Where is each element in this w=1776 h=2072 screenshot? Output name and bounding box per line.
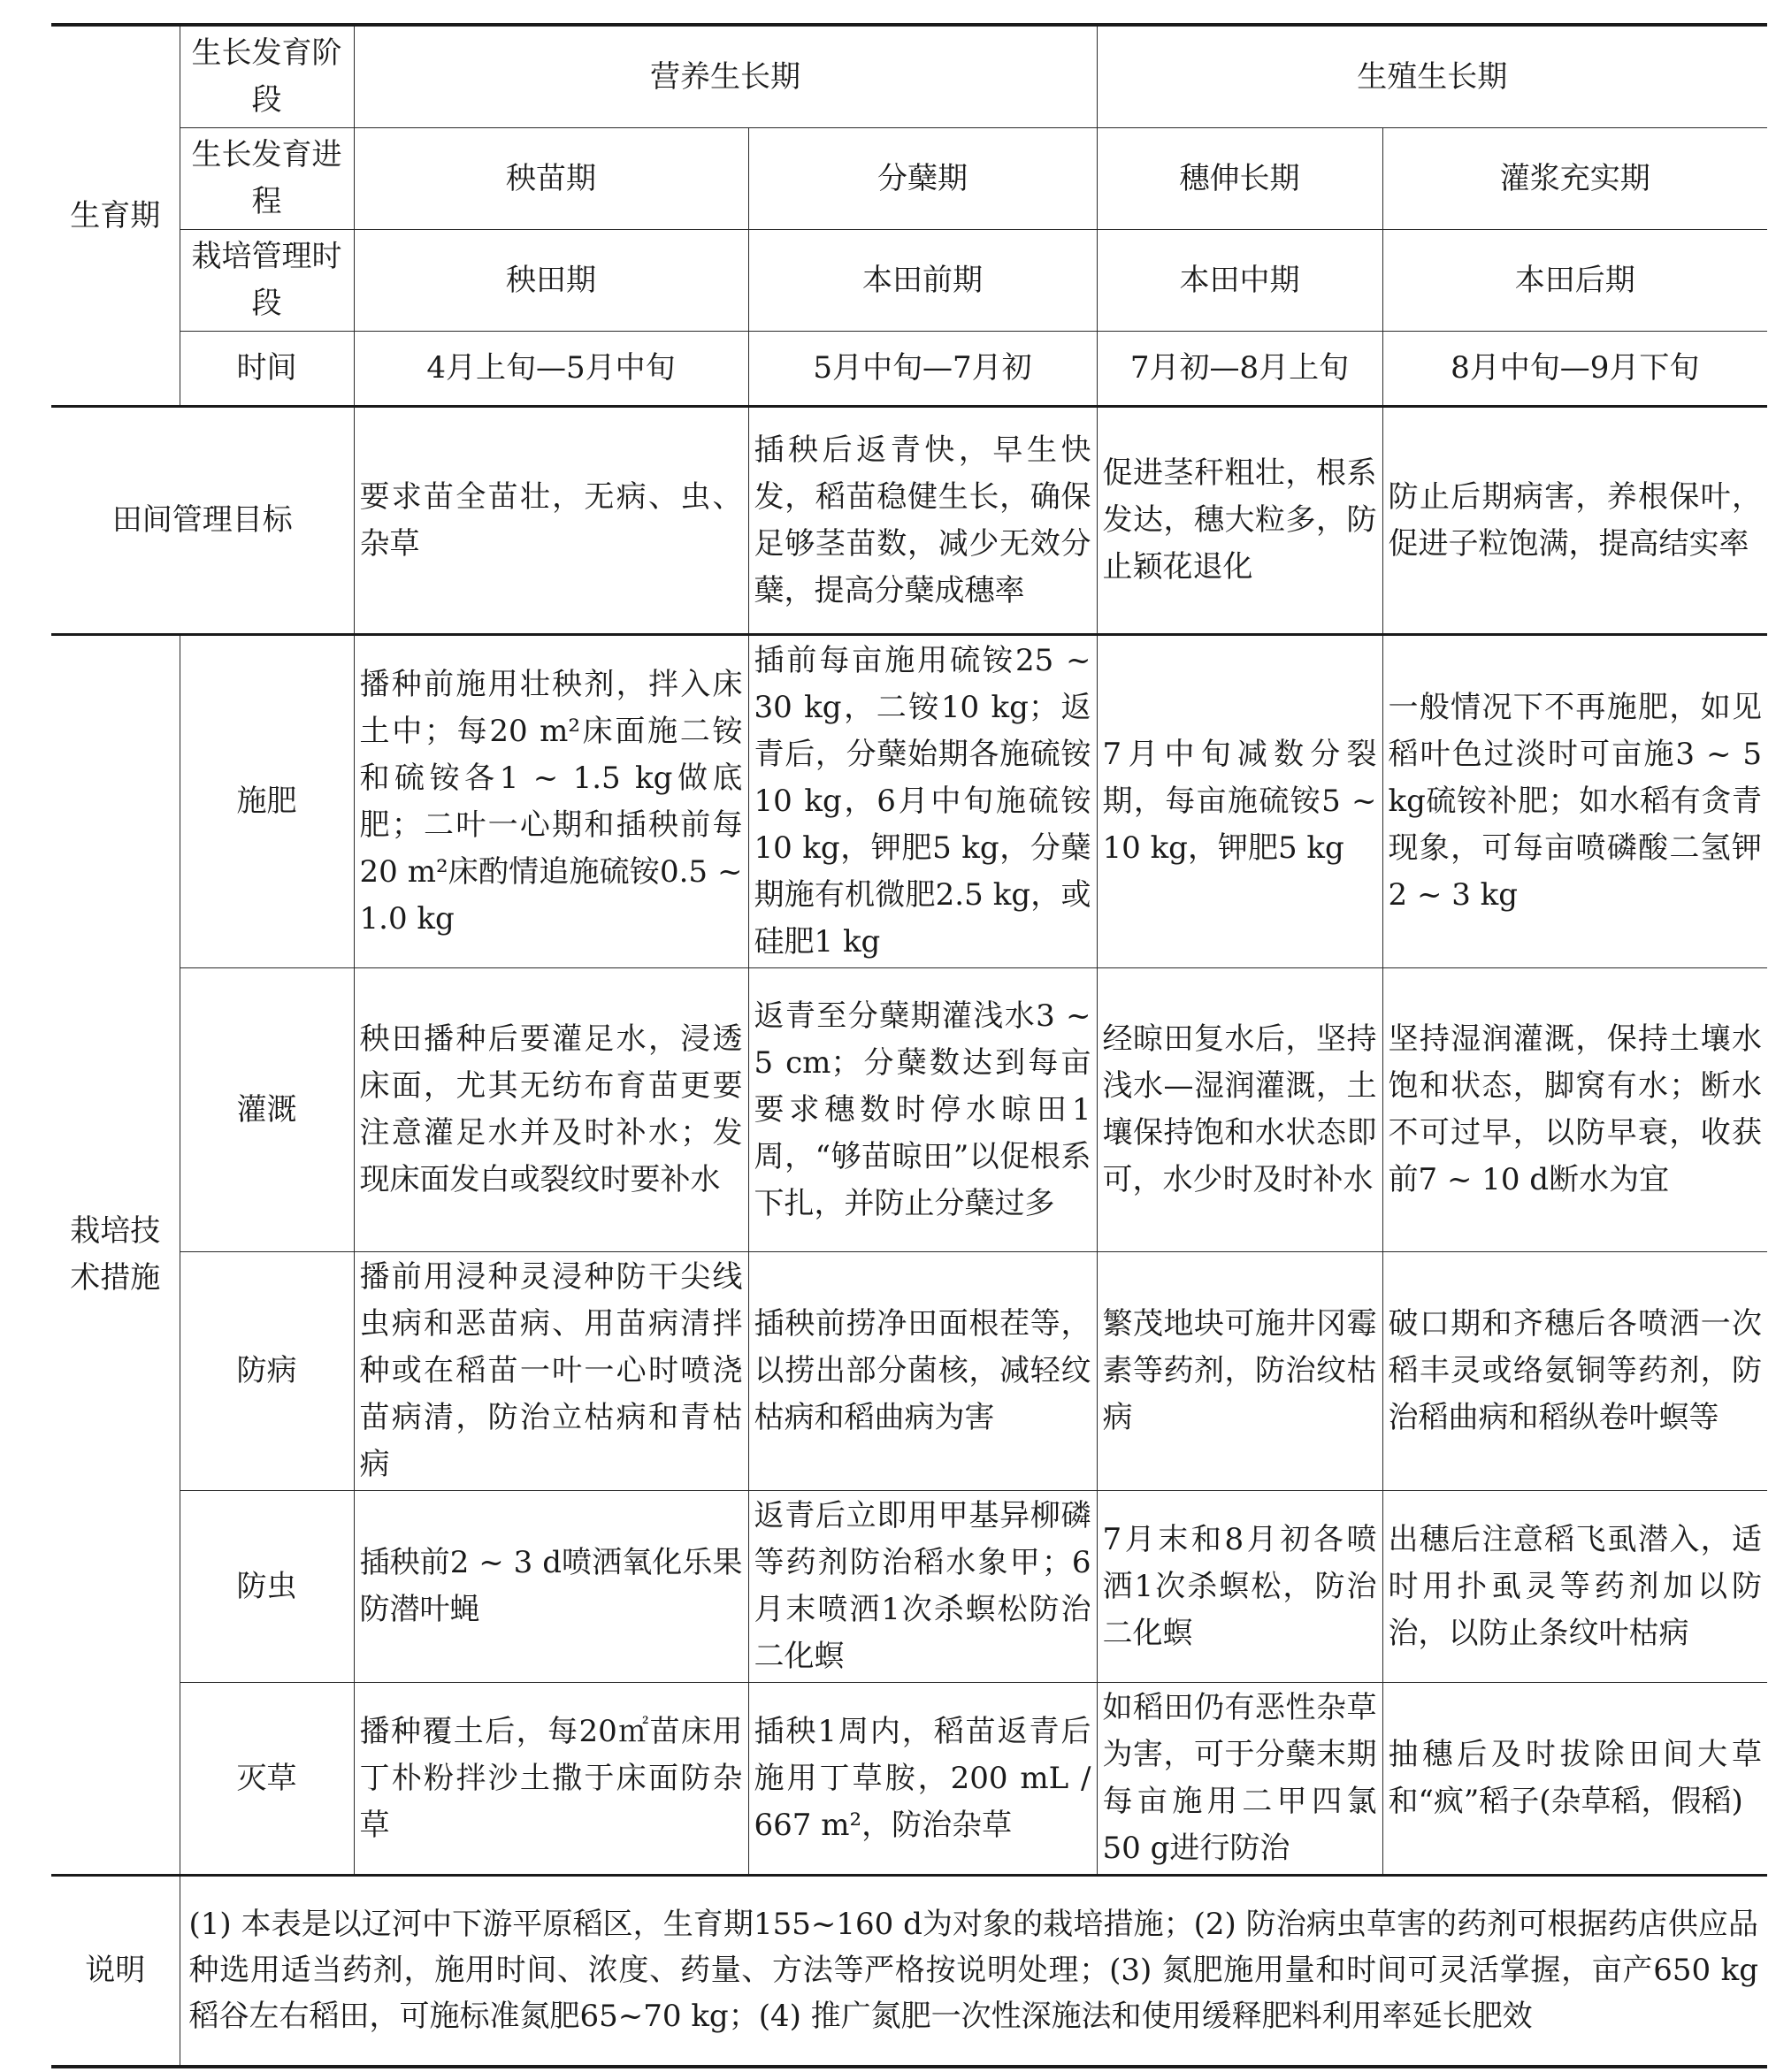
- table-cell: 本田后期: [1382, 230, 1767, 332]
- table-cell: 7月末和8月初各喷洒1次杀螟松，防治二化螟: [1097, 1491, 1382, 1683]
- table-cell: 破口期和齐穗后各喷洒一次稻丰灵或络氨铜等药剂，防治稻曲病和稻纵卷叶螟等: [1382, 1252, 1767, 1491]
- field-goal-header: 田间管理目标: [51, 407, 354, 635]
- measures-header: 栽培技术措施: [51, 635, 180, 1876]
- row-label: 栽培管理时段: [180, 230, 354, 332]
- table-cell: 抽穗后及时拔除田间大草和“疯”稻子(杂草稻，假稻): [1382, 1683, 1767, 1876]
- table-cell: 防止后期病害，养根保叶，促进子粒饱满，提高结实率: [1382, 407, 1767, 635]
- table-cell: 插前每亩施用硫铵25 ~ 30 kg，二铵10 kg；返青后，分蘖始期各施硫铵10 kg，6月中旬施硫铵10 kg，钾肥5 kg，分蘖期施有机微肥2.5 kg，或硅肥1 kg: [748, 635, 1097, 968]
- cultivation-table: [51, 23, 1767, 2068]
- table-cell: 4月上旬—5月中旬: [354, 332, 748, 407]
- table-cell: 繁茂地块可施井冈霉素等药剂，防治纹枯病: [1097, 1252, 1382, 1491]
- row-label: 防病: [180, 1252, 354, 1491]
- row-label: 生长发育进程: [180, 128, 354, 230]
- table-cell: 播种前施用壮秧剂，拌入床土中；每20 m²床面施二铵和硫铵各1 ~ 1.5 kg做底肥；二叶一心期和插秧前每20 m²床酌情追施硫铵0.5 ~ 1.0 kg: [354, 635, 748, 968]
- table-row: [51, 128, 1767, 230]
- table-cell: 8月中旬—9月下旬: [1382, 332, 1767, 407]
- table-cell: 穗伸长期: [1097, 128, 1382, 230]
- stage-vegetative: 营养生长期: [354, 25, 1097, 128]
- table-cell: 如稻田仍有恶性杂草为害，可于分蘖末期每亩施用二甲四氯50 g进行防治: [1097, 1683, 1382, 1876]
- row-label: 施肥: [180, 635, 354, 968]
- cultivation-table-sheet: [51, 23, 1767, 2068]
- table-cell: 本田中期: [1097, 230, 1382, 332]
- table-cell: 插秧后返青快，早生快发，稻苗稳健生长，确保足够茎苗数，减少无效分蘖，提高分蘖成穗率: [748, 407, 1097, 635]
- row-label: 防虫: [180, 1491, 354, 1683]
- table-row: [51, 230, 1767, 332]
- table-cell: 要求苗全苗壮，无病、虫、杂草: [354, 407, 748, 635]
- table-cell: 经晾田复水后，坚持浅水—湿润灌溉，土壤保持饱和水状态即可，水少时及时补水: [1097, 968, 1382, 1252]
- table-row: [51, 25, 1767, 128]
- table-cell: 一般情况下不再施肥，如见稻叶色过淡时可亩施3 ~ 5 kg硫铵补肥；如水稻有贪青现象，可每亩喷磷酸二氢钾2 ~ 3 kg: [1382, 635, 1767, 968]
- table-cell: 播前用浸种灵浸种防干尖线虫病和恶苗病、用苗病清拌种或在稻苗一叶一心时喷浇苗病清，防治立枯病和青枯病: [354, 1252, 748, 1491]
- table-cell: 本田前期: [748, 230, 1097, 332]
- table-cell: 灌浆充实期: [1382, 128, 1767, 230]
- table-cell: 7月初—8月上旬: [1097, 332, 1382, 407]
- table-row: [51, 635, 1767, 968]
- table-cell: 播种覆土后，每20㎡苗床用丁朴粉拌沙土撒于床面防杂草: [354, 1683, 748, 1876]
- table-cell: 返青后立即用甲基异柳磷等药剂防治稻水象甲；6月末喷洒1次杀螟松防治二化螟: [748, 1491, 1097, 1683]
- table-row: [51, 1683, 1767, 1876]
- table-cell: 7月中旬减数分裂期，每亩施硫铵5 ~ 10 kg，钾肥5 kg: [1097, 635, 1382, 968]
- table-cell: 插秧1周内，稻苗返青后施用丁草胺，200 mL / 667 m²，防治杂草: [748, 1683, 1097, 1876]
- table-cell: 插秧前捞净田面根茬等，以捞出部分菌核，减轻纹枯病和稻曲病为害: [748, 1252, 1097, 1491]
- table-row: [51, 407, 1767, 635]
- table-cell: 出穗后注意稻飞虱潜入，适时用扑虱灵等药剂加以防治，以防止条纹叶枯病: [1382, 1491, 1767, 1683]
- table-row: [51, 1252, 1767, 1491]
- note-text: (1) 本表是以辽河中下游平原稻区，生育期155~160 d为对象的栽培措施；(2) 防治病虫草害的药剂可根据药店供应品种选用适当药剂，施用时间、浓度、药量、方法等严格按说明处理；(3) 氮肥施用量和时间可灵活掌握，亩产650 kg稻谷左右稻田，可施标准氮肥65~70 kg；(4) 推广氮肥一次性深施法和使用缓释肥料利用率延长肥效: [180, 1876, 1767, 2067]
- growth-period-header: 生育期: [51, 25, 180, 407]
- table-row: [51, 1491, 1767, 1683]
- table-cell: 坚持湿润灌溉，保持土壤水饱和状态，脚窝有水；断水不可过早，以防早衰，收获前7 ~ 10 d断水为宜: [1382, 968, 1767, 1252]
- table-cell: 秧田播种后要灌足水，浸透床面，尤其无纺布育苗更要注意灌足水并及时补水；发现床面发白或裂纹时要补水: [354, 968, 748, 1252]
- table-cell: 秧田期: [354, 230, 748, 332]
- table-cell: 秧苗期: [354, 128, 748, 230]
- note-header: 说明: [51, 1876, 180, 2067]
- table-row: [51, 1876, 1767, 2067]
- row-label: 灌溉: [180, 968, 354, 1252]
- table-cell: 分蘖期: [748, 128, 1097, 230]
- table-cell: 促进茎秆粗壮，根系发达，穗大粒多，防止颖花退化: [1097, 407, 1382, 635]
- table-cell: 插秧前2 ~ 3 d喷洒氧化乐果防潜叶蝇: [354, 1491, 748, 1683]
- row-label: 时间: [180, 332, 354, 407]
- row-label: 灭草: [180, 1683, 354, 1876]
- table-row: [51, 332, 1767, 407]
- table-cell: 5月中旬—7月初: [748, 332, 1097, 407]
- row-label: 生长发育阶段: [180, 25, 354, 128]
- table-cell: 返青至分蘖期灌浅水3 ~ 5 cm；分蘖数达到每亩要求穗数时停水晾田1周，“够苗晾田”以促根系下扎，并防止分蘖过多: [748, 968, 1097, 1252]
- table-row: [51, 968, 1767, 1252]
- stage-reproductive: 生殖生长期: [1097, 25, 1767, 128]
